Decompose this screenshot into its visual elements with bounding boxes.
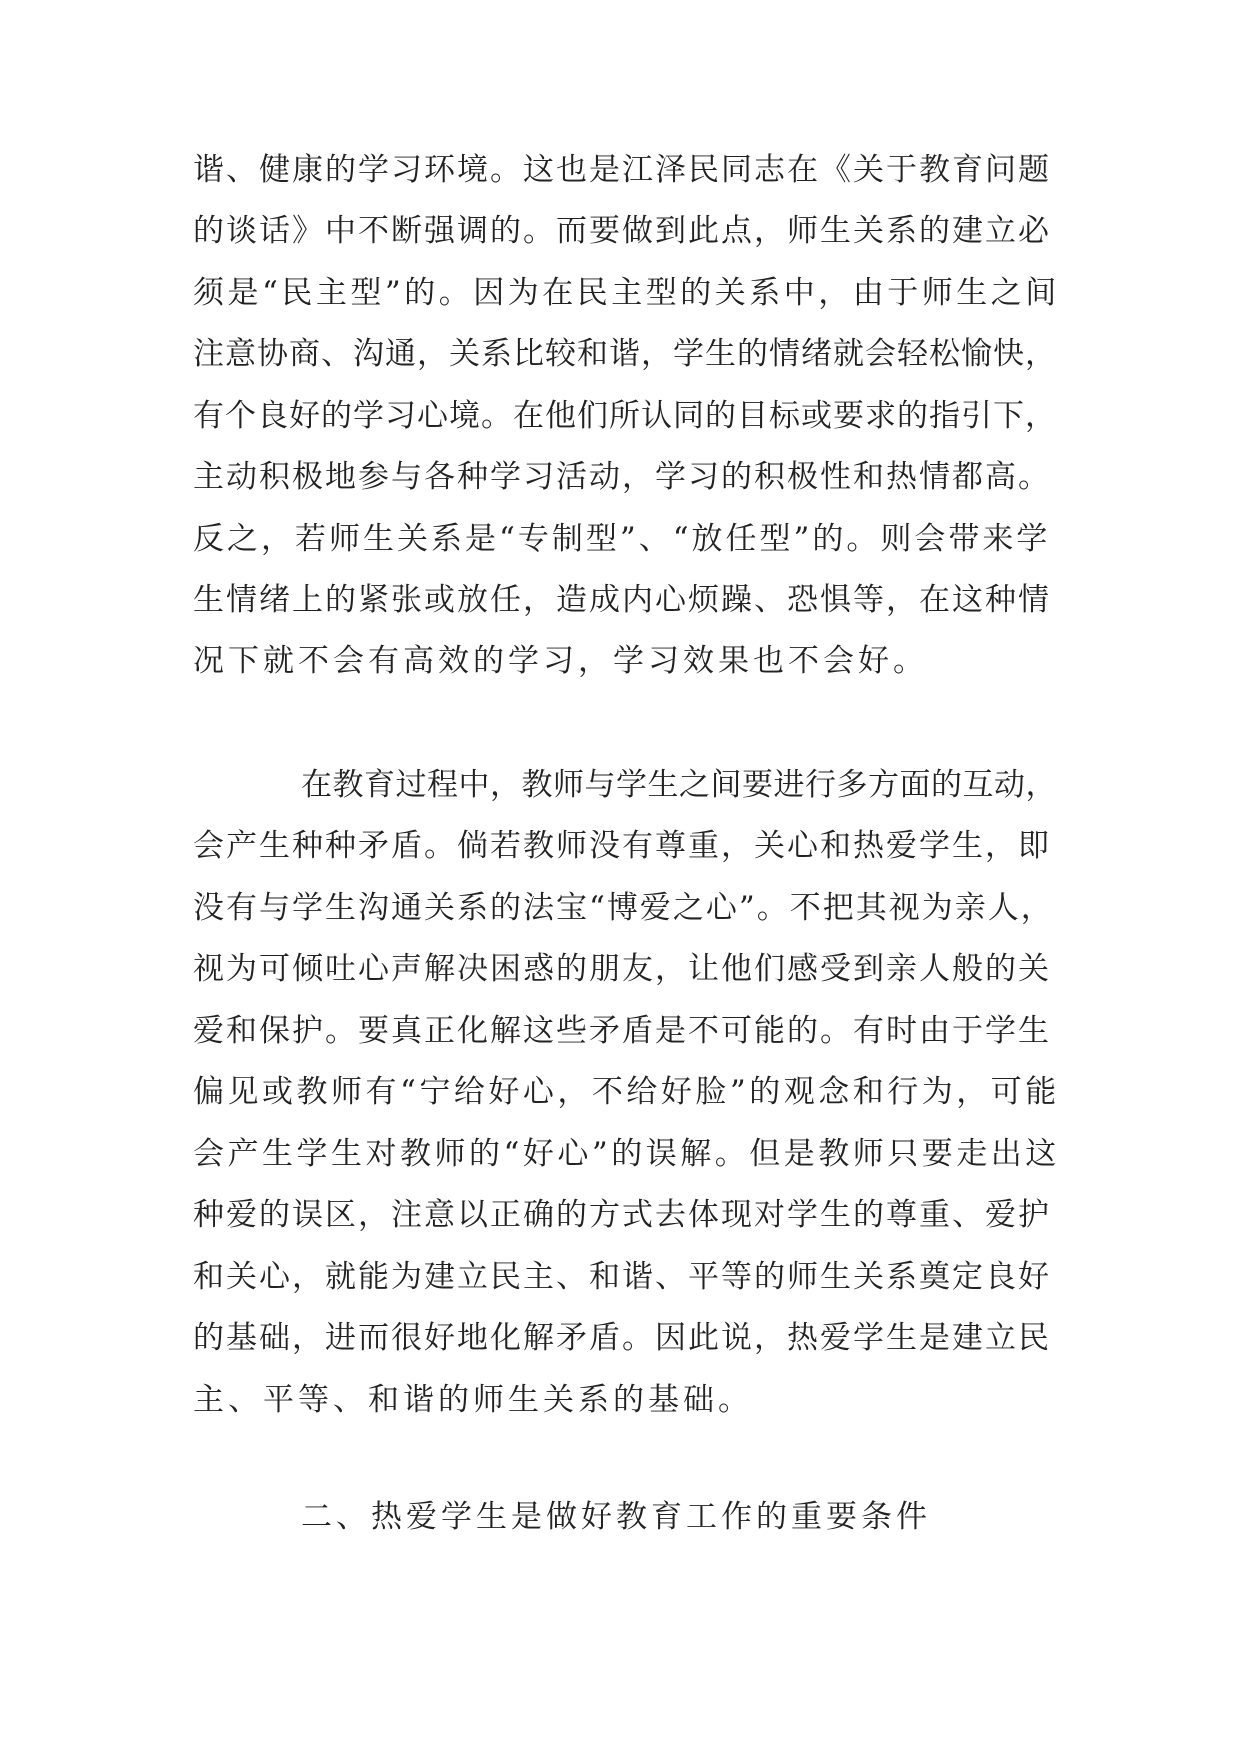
paragraph-1-line: 注意协商、沟通，关系比较和谐，学生的情绪就会轻松愉快， [193,336,1057,372]
paragraph-2-line: 在教育过程中，教师与学生之间要进行多方面的互动， [301,767,1057,803]
paragraph-1-line: 的谈话》中不断强调的。而要做到此点，师生关系的建立必 [193,213,1051,249]
paragraph-2-line: 没有与学生沟通关系的法宝“博爱之心”。不把其视为亲人， [193,890,1054,926]
paragraph-1-line: 谐、健康的学习环境。这也是江泽民同志在《关于教育问题 [193,152,1051,188]
paragraph-2-line: 的基础，进而很好地化解矛盾。因此说，热爱学生是建立民 [193,1320,1051,1356]
paragraph-1-line: 生情绪上的紧张或放任，造成内心烦躁、恐惧等，在这种情 [193,582,1051,618]
paragraph-1-line: 反之，若师生关系是“专制型”、“放任型”的。则会带来学 [193,521,1051,557]
paragraph-1-line: 须是“民主型”的。因为在民主型的关系中，由于师生之间 [193,275,1060,311]
paragraph-1-line: 主动积极地参与各种学习活动，学习的积极性和热情都高。 [193,459,1051,495]
paragraph-2-line: 和关心，就能为建立民主、和谐、平等的师生关系奠定良好 [193,1259,1051,1295]
paragraph-1-line: 况下就不会有高效的学习，学习效果也不会好。 [193,643,928,679]
paragraph-2-line: 种爱的误区，注意以正确的方式去体现对学生的尊重、爱护 [193,1197,1051,1233]
paragraph-2-line: 主、平等、和谐的师生关系的基础。 [193,1382,753,1418]
paragraph-2-line: 偏见或教师有“宁给好心，不给好脸”的观念和行为，可能 [193,1074,1060,1110]
paragraph-2-line: 会产生种种矛盾。倘若教师没有尊重，关心和热爱学生，即 [193,828,1051,864]
paragraph-2-line: 爱和保护。要真正化解这些矛盾是不可能的。有时由于学生 [193,1013,1051,1049]
paragraph-2-line: 视为可倾吐心声解决困惑的朋友，让他们感受到亲人般的关 [193,951,1051,987]
paragraph-1-line: 有个良好的学习心境。在他们所认同的目标或要求的指引下， [193,398,1057,434]
paragraph-2-line: 会产生学生对教师的“好心”的误解。但是教师只要走出这 [193,1136,1060,1172]
section-heading: 二、热爱学生是做好教育工作的重要条件 [301,1499,931,1535]
